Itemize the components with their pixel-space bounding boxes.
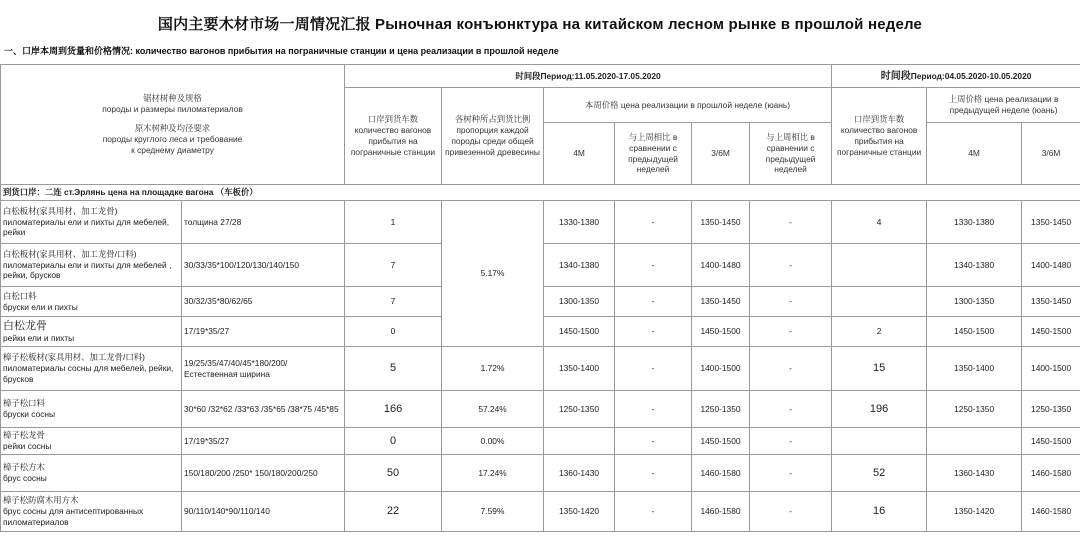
row-cmp-36m: - [750,201,832,244]
share-header: 各树种所占到货比例 пропорция каждой породы среди общей привезенной древесины [442,88,544,185]
prev-36m-header: 3/6M [1022,123,1080,185]
row-price-36m: 1400-1480 [692,244,750,287]
row-prev-arrivals: 2 [832,317,927,347]
row-price-4m: 1330-1380 [544,201,615,244]
row-cmp-4m: - [615,244,692,287]
row-prev-4m: 1300-1350 [927,287,1022,317]
row-price-36m: 1350-1450 [692,287,750,317]
row-arrivals: 166 [345,391,442,428]
cmp-4m-header: 与上周相比 в сравнении с предыдущей неделей [615,123,692,185]
price-prev-header: 上周价格 цена реализации в предыдущей неделе (юань) [927,88,1080,123]
row-prev-arrivals [832,287,927,317]
row-name-ru: рейки сосны [3,441,52,451]
previous-period-header [832,65,1080,88]
row-cmp-4m: - [615,347,692,391]
row-name-cn: 白松板材(家具用材、加工龙骨) [3,205,118,216]
row-arrivals: 5 [345,347,442,391]
row-spec: 150/180/200 /250* 150/180/200/250 [182,455,345,492]
row-price-4m: 1300-1350 [544,287,615,317]
row-share: 57.24% [442,391,544,428]
row-price-4m [544,428,615,455]
row-price-4m: 1350-1400 [544,347,615,391]
table-row [1,391,1080,428]
row-cmp-36m: - [750,244,832,287]
report-title: 国内主要木材市场一周情况汇报 Рыночная конъюнктура на китайском лесном рынке в прошлой неделе [157,16,923,33]
row-cmp-36m: - [750,492,832,532]
row-arrivals: 0 [345,428,442,455]
row-arrivals: 50 [345,455,442,492]
table-row [1,428,1080,455]
row-name-ru: пиломатериалы сосны для мебелей, рейки, брусков [3,363,174,384]
logs-header-ru: породы круглого леса и требование [102,133,243,144]
row-price-4m: 1250-1350 [544,391,615,428]
row-spec: 30/32/35*80/62/65 [182,287,345,317]
current-period-header: 时间段Период:11.05.2020-17.05.2020 [345,65,832,88]
col-36m-header: 3/6M [692,123,750,185]
row-name-cn: 樟子松防腐木用方木 [3,495,79,506]
row-share: 1.72% [442,347,544,391]
arrivals-header: 口岸到货车数 количество вагонов прибытия на пограничные станции [345,88,442,185]
previous-period-cn: 时间段 [880,70,911,82]
row-name-cn: 白松龙骨 [3,319,47,332]
row-name-cn: 白松口料 [3,290,37,301]
row-cmp-4m: - [615,287,692,317]
row-name-ru: пиломатериалы ели и пихты для мебелей , рейки, брусков [3,259,172,281]
row-prev-36m: 1250-1350 [1022,391,1080,428]
row-cmp-4m: - [615,201,692,244]
row-prev-arrivals: 196 [832,391,927,428]
row-price-4m: 1340-1380 [544,244,615,287]
row-name-cell [1,317,182,347]
row-name-cn: 樟子松口料 [3,398,45,409]
row-name-cell [1,428,182,455]
row-spec: 19/25/35/47/40/45*180/200/ Естественная ширина [182,347,345,391]
prev-arrivals-header: 口岸到货车数 количество вагонов прибытия на пограничные станции [832,88,927,185]
row-price-36m: 1350-1450 [692,201,750,244]
row-name-cell [1,492,182,532]
row-cmp-4m: - [615,391,692,428]
row-price-36m: 1450-1500 [692,317,750,347]
row-name-ru: брус сосны [3,473,47,483]
row-name-ru: пиломатериалы ели и пихты для мебелей, рейки [3,216,170,238]
row-name-cn: 樟子松龙骨 [3,430,45,441]
row-prev-arrivals: 52 [832,455,927,492]
row-price-36m: 1460-1580 [692,492,750,532]
table-row [1,455,1080,492]
row-arrivals: 1 [345,201,442,244]
row-prev-36m: 1450-1500 [1022,317,1080,347]
row-cmp-36m: - [750,317,832,347]
row-cmp-36m: - [750,391,832,428]
row-price-36m: 1460-1580 [692,455,750,492]
row-share: 17.24% [442,455,544,492]
row-spec: толщина 27/28 [182,201,345,244]
row-prev-arrivals [832,244,927,287]
logs-header-cn: 原木树种及均径要求 [134,123,211,134]
cmp-36m-header: 与上周相比 в сравнении с предыдущей неделей [750,123,832,185]
row-share: 7.59% [442,492,544,532]
row-prev-36m: 1400-1500 [1022,347,1080,391]
row-name-cn: 樟子松方木 [3,462,45,473]
table-row [1,201,1080,244]
row-price-36m: 1450-1500 [692,428,750,455]
row-price-4m: 1450-1500 [544,317,615,347]
row-share: 0.00% [442,428,544,455]
row-name-cell [1,391,182,428]
row-name-cell [1,287,182,317]
prev-4m-header: 4M [927,123,1022,185]
row-name-cell [1,347,182,391]
row-name-cell [1,201,182,244]
table-row [1,492,1080,532]
row-name-ru: бруски ели и пихты [3,301,78,312]
row-arrivals: 7 [345,287,442,317]
row-name-ru: брус сосны для антисептированных пиломатериалов [3,506,144,527]
row-prev-36m: 1460-1580 [1022,492,1080,532]
species-header-ru: породы и размеры пиломатериалов [102,104,243,115]
row-price-36m: 1400-1500 [692,347,750,391]
row-price-4m: 1350-1420 [544,492,615,532]
row-name-cn: 白松板材(家具用材、加工龙骨/口料) [3,248,137,259]
row-cmp-36m: - [750,347,832,391]
species-header-cell [1,65,345,185]
row-prev-36m: 1450-1500 [1022,428,1080,455]
logs-header-ru-2: к среднему диаметру [131,144,214,155]
row-name-cell [1,455,182,492]
row-prev-36m: 1400-1480 [1022,244,1080,287]
row-arrivals: 7 [345,244,442,287]
row-prev-4m: 1350-1420 [927,492,1022,532]
row-name-ru: рейки ели и пихты [3,333,75,344]
row-prev-36m: 1460-1580 [1022,455,1080,492]
row-price-4m: 1360-1430 [544,455,615,492]
row-name-ru: бруски сосны [3,409,56,419]
row-spec: 17/19*35/27 [182,428,345,455]
row-spec: 30/33/35*100/120/130/140/150 [182,244,345,287]
row-arrivals: 0 [345,317,442,347]
row-spec: 17/19*35/27 [182,317,345,347]
row-prev-36m: 1350-1450 [1022,201,1080,244]
row-prev-4m: 1450-1500 [927,317,1022,347]
table-row [1,347,1080,391]
row-spec: 30*60 /32*62 /33*63 /35*65 /38*75 /45*85 [182,391,345,428]
row-cmp-36m: - [750,428,832,455]
row-prev-36m: 1350-1450 [1022,287,1080,317]
row-prev-arrivals: 4 [832,201,927,244]
market-report-table [0,64,1080,532]
species-header-cn: 锯材树种及规格 [143,93,202,104]
row-name-cell [1,244,182,287]
row-price-36m: 1250-1350 [692,391,750,428]
row-cmp-4m: - [615,492,692,532]
row-cmp-36m: - [750,287,832,317]
row-cmp-4m: - [615,428,692,455]
row-cmp-36m: - [750,455,832,492]
row-prev-4m: 1340-1380 [927,244,1022,287]
row-prev-arrivals [832,428,927,455]
previous-period-ru: Период:04.05.2020-10.05.2020 [910,70,1032,81]
row-prev-4m: 1360-1430 [927,455,1022,492]
row-prev-4m: 1330-1380 [927,201,1022,244]
section-heading: 一、口岸本周到货量和价格情况: количество вагонов прибытия на пограничные станции и цена реализации в прошлой неделе [4,46,559,56]
port-row: 到货口岸：二连 ст.Эрлянь цена на площадке вагона （车板价） [1,185,1080,201]
row-name-cn: 樟子松板材(家具用材、加工龙骨/口料) [3,352,145,363]
row-prev-4m: 1350-1400 [927,347,1022,391]
row-arrivals: 22 [345,492,442,532]
row-prev-arrivals: 15 [832,347,927,391]
row-share-merged: 5.17% [442,201,544,347]
row-cmp-4m: - [615,455,692,492]
col-4m-header: 4M [544,123,615,185]
row-spec: 90/110/140*90/110/140 [182,492,345,532]
price-week-header: 本周价格 цена реализации в прошлой неделе (юань) [544,88,832,123]
row-cmp-4m: - [615,317,692,347]
row-prev-4m [927,428,1022,455]
row-prev-4m: 1250-1350 [927,391,1022,428]
row-prev-arrivals: 16 [832,492,927,532]
